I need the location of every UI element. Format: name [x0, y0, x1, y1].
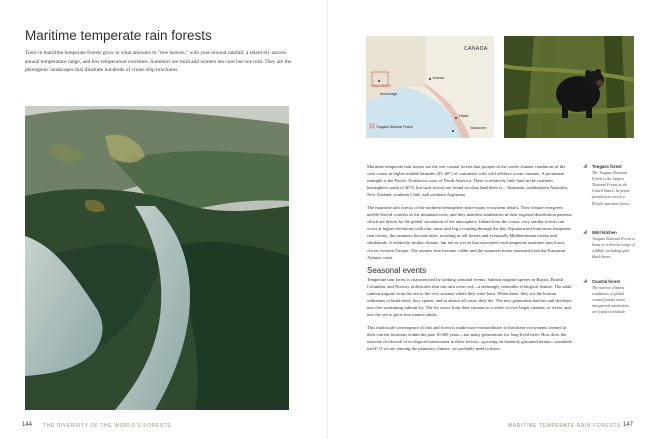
- locator-map: [366, 36, 494, 138]
- body-paragraph-3: Temperate rain forest is characterised by striking seasonal events. Salmon migrate upriver in Russia, British Columbia, and Norway at densities that can turn rivers red—a seemingly venerable ecological feature. The adult salmon migrate from the sea to the very streams where they were born. When there, they stir the bottom sediments to build nests, they spawn, and in almost all cases, they die. The new generation hatches and develops into free-swimming salmon fry. The fry move from their streams to a series of ever larger streams, to rivers, and into the sea to grow into mature adults.: [367, 276, 572, 317]
- map-label-canada: CANADA: [464, 46, 488, 52]
- body-paragraph-1: Maritime temperate rain forests are the wet coastal forests that prosper in the cooler climate conditions of the west coasts in higher middle latitudes (45–60°) of continents with cold offshore ocean currents. A prominent example is the Pacific Northwest coast of North America. There is relatively little land in the southern hemisphere south of 40°S, but such forests are found on what land there is—Tasmania, southeastern Australia, New Zealand, southern Chile, and southern Argentina.: [367, 164, 568, 198]
- folio-right: 147: [623, 422, 634, 428]
- arrow-icon: ◢: [583, 164, 587, 169]
- sidebar-note-1: ◢ Tongass forest The Tongass National Forest is the largest National Forest in the United States. Its prime jurisdiction covers a Pacific maritime forest.: [583, 164, 630, 206]
- map-label-haida: Haida: [459, 114, 469, 118]
- body-text: [367, 163, 573, 358]
- arrow-icon: ◢: [583, 279, 587, 284]
- map-legend: Tongass National Forest: [376, 125, 413, 129]
- map-label-anchorage: Anchorage: [380, 92, 398, 96]
- map-label-vancouver: Vancouver: [470, 126, 486, 130]
- body-paragraph-2: The maritime rain forests of the northern hemisphere share many ecosystem details. They feature evergreen needle-leaved conifers as the dominant trees, and they manifest similarities in their regional distribution patterns, which are driven by the global circulation of the atmosphere. Inland from the coasts, very similar forests can occur at higher elevations with rain, mists and fog occurring through the day. Equatorward from most temperate rain forests, the summers become drier, resulting in tall forests and eventually Mediterranean forests and shrublands. A relatively similar climate, but not as wet as that associated with temperate maritime rain forest, covers western Europe. The winters here become colder and the summers hotter eastward from the European Atlantic coast.: [367, 205, 573, 260]
- body-paragraph-4: This multiscale convergence of fish and forest is made more extraordinary in that these ecosystems formed in their current locations within the past 10,000 years—not many generations for long-lived trees. How does the intricate clockwork of ecological interactions in these forests—growing on formerly glaciated terrain—assemble itself? If we are altering the planetary climate, we probably need to know.: [367, 324, 572, 352]
- folio-left: 144: [22, 422, 33, 428]
- page-title: Maritime temperate rain forests: [25, 28, 212, 43]
- section-subhead: Seasonal events: [367, 265, 427, 275]
- sidebar-note-2: ◢ Wild kitchen Tongass National Forest is home to a diverse range of wildlife, including split black bears.: [583, 230, 635, 260]
- intro-paragraph: Trees in maritime temperate forests grow in what amounts to "tree heaven," with year-around rainfall, a relatively narrow annual temperature range, and few temperature extremes. Summers are mild and winters are cool but not cold. They are the photogenic landscapes that illustrate hundreds of cruise ship brochures.: [25, 50, 292, 74]
- running-head-left: THE DIVERSITY OF THE WORLD'S FORESTS: [43, 423, 172, 429]
- right-page: [328, 0, 656, 439]
- black-bear-photo: [504, 36, 634, 138]
- running-head-right: MARITIME TEMPERATE RAIN FORESTS: [508, 423, 621, 429]
- sidebar-note-3: ◢ Coastal forest The narrow climatic conditions of global coastal forests mean unexpected similarities are found worldwide.: [583, 279, 629, 315]
- aerial-rainforest-photo: [25, 106, 289, 410]
- map-label-juneau: Juneau: [432, 76, 444, 80]
- arrow-icon: ◢: [583, 230, 587, 235]
- map-label-alaska: ALASKA: [372, 83, 392, 88]
